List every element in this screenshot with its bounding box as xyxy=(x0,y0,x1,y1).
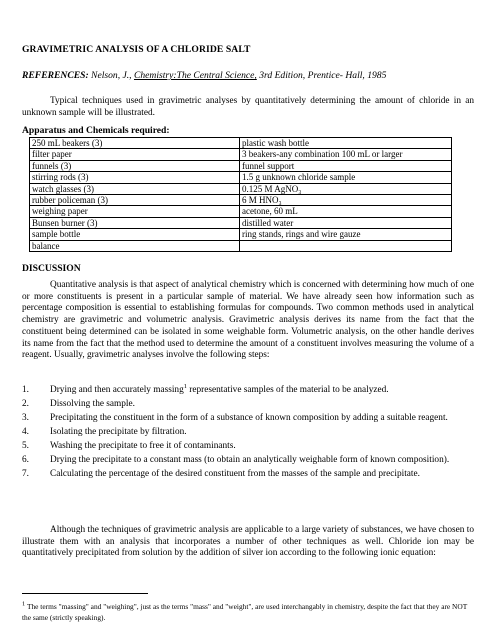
chemical-item: plastic wash bottle xyxy=(240,138,452,149)
step-text: Drying the precipitate to a constant mass (to obtain an analytically weighable form of known composition). xyxy=(50,454,450,465)
step-text: Washing the precipitate to free it of contaminants. xyxy=(50,440,236,451)
step-item xyxy=(22,413,474,425)
step-text: Dissolving the sample. xyxy=(50,398,135,409)
step-number: 7. xyxy=(22,468,29,479)
apparatus-row xyxy=(30,217,452,228)
apparatus-table xyxy=(29,137,452,252)
apparatus-item: filter paper xyxy=(30,149,240,160)
chemical-item: 6 M HNO₃ xyxy=(240,195,452,206)
chemical-item: ring stands, rings and wire gauze xyxy=(240,229,452,240)
chemical-item: distilled water xyxy=(240,217,452,228)
references-line xyxy=(22,70,386,81)
closing-paragraph: Although the techniques of gravimetric analysis are applicable to a large variety of substances, we have chosen to illustrate them with an analysis that incorporates a number of other techniques as well. Chloride ion may be quantitatively precipitated from solution by the addition of silver ion according to the following ionic equation: xyxy=(22,525,474,559)
step-item xyxy=(22,455,474,467)
step-item xyxy=(22,399,474,411)
step-number: 5. xyxy=(22,440,29,451)
apparatus-item: weighing paper xyxy=(30,206,240,217)
chemical-item: acetone, 60 mL xyxy=(240,206,452,217)
apparatus-item: 250 mL beakers (3) xyxy=(30,138,240,149)
footnote-marker: 1 xyxy=(22,600,26,608)
intro-paragraph: Typical techniques used in gravimetric analyses by quantitatively determining the amount of chloride in an unknown sample will be illustrated. xyxy=(22,96,474,118)
footnote xyxy=(22,601,474,623)
chemical-item: funnel support xyxy=(240,160,452,171)
apparatus-row xyxy=(30,149,452,160)
apparatus-row xyxy=(30,183,452,194)
apparatus-item: funnels (3) xyxy=(30,160,240,171)
apparatus-row xyxy=(30,195,452,206)
step-text: Drying and then accurately massing xyxy=(50,385,184,395)
footnote-text: The terms "massing" and "weighing", just as the terms "mass" and "weight", are used interchangably in chemistry, despite the fact that they are NOT the same (strictly speaking). xyxy=(22,602,468,622)
step-number: 4. xyxy=(22,426,29,437)
references-author: Nelson, J., xyxy=(88,70,134,81)
step-number: 6. xyxy=(22,454,29,465)
references-label: REFERENCES: xyxy=(22,70,89,81)
references-rest: 3rd Edition, Prentice- Hall, 1985 xyxy=(256,70,387,81)
chemical-item: 0.125 M AgNO₃ xyxy=(240,183,452,194)
document-title: GRAVIMETRIC ANALYSIS OF A CHLORIDE SALT xyxy=(22,44,251,55)
step-number: 3. xyxy=(22,412,29,423)
apparatus-row xyxy=(30,160,452,171)
steps-list xyxy=(22,382,474,483)
step-item xyxy=(22,441,474,453)
apparatus-row xyxy=(30,229,452,240)
step-text: Calculating the percentage of the desired constituent from the masses of the sample and precipitate. xyxy=(50,468,420,479)
step-item xyxy=(22,469,474,481)
step-number: 2. xyxy=(22,398,29,409)
discussion-paragraph: Quantitative analysis is that aspect of analytical chemistry which is concerned with determining how much of one or more constituents is present in a particular sample of material. We have already seen how information such as percentage composition is essential to establishing formulas for compounds. Two common methods used in analytical chemistry are gravimetric and volumetric analysis. Gravimetric analysis derives its name from the fact that the constituent being determined can be isolated in some weighable form. Volumetric analysis, on the other handle derives its name from the fact that the method used to determine the amount of a constituent involves measuring the volume of a reagent. Usually, gravimetric analyses involve the following steps: xyxy=(22,280,474,361)
apparatus-item: stirring rods (3) xyxy=(30,172,240,183)
apparatus-item: sample bottle xyxy=(30,229,240,240)
discussion-heading: DISCUSSION xyxy=(22,263,81,274)
apparatus-item: rubber policeman (3) xyxy=(30,195,240,206)
step-text-cont: representative samples of the material to be analyzed. xyxy=(186,385,389,395)
footnote-ref: 1 xyxy=(183,382,187,390)
footnote-divider xyxy=(22,593,148,594)
chemical-item: 1.5 g unknown chloride sample xyxy=(240,172,452,183)
chemical-item: 3 beakers-any combination 100 mL or larger xyxy=(240,149,452,160)
chemical-item xyxy=(240,240,452,251)
step-number: 1. xyxy=(22,385,29,395)
apparatus-item: Bunsen burner (3) xyxy=(30,217,240,228)
apparatus-item: balance xyxy=(30,240,240,251)
step-text: Isolating the precipitate by filtration. xyxy=(50,426,187,437)
apparatus-row xyxy=(30,138,452,149)
step-item xyxy=(22,427,474,439)
apparatus-row xyxy=(30,240,452,251)
step-item xyxy=(22,382,474,397)
apparatus-heading: Apparatus and Chemicals required: xyxy=(22,125,170,136)
references-book: Chemistry:The Central Science, xyxy=(133,70,257,81)
step-text: Precipitating the constituent in the form of a substance of known composition by adding a suitable reagent. xyxy=(50,412,448,423)
apparatus-row xyxy=(30,172,452,183)
apparatus-row xyxy=(30,206,452,217)
apparatus-item: watch glasses (3) xyxy=(30,183,240,194)
